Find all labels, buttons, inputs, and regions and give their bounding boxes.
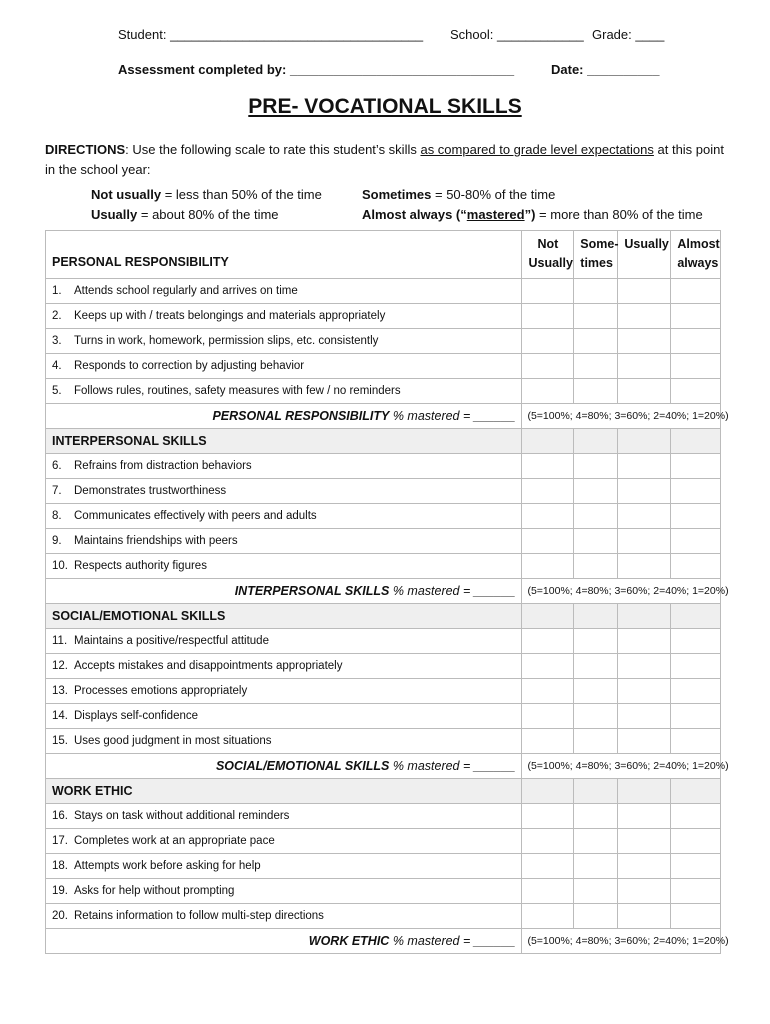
table-row — [46, 804, 721, 829]
rating-usually-cell[interactable] — [618, 879, 671, 904]
rating-almost-always-cell[interactable] — [671, 529, 721, 554]
rating-sometimes-cell[interactable] — [574, 504, 618, 529]
table-row — [46, 554, 721, 579]
section-header-cell — [522, 779, 574, 804]
table-row — [46, 354, 721, 379]
rating-sometimes-cell[interactable] — [574, 904, 618, 929]
skill-number: 10. — [52, 560, 68, 572]
rating-usually-cell[interactable] — [618, 354, 671, 379]
table-row — [46, 479, 721, 504]
percent-mastered-section-name: SOCIAL/EMOTIONAL SKILLS — [215, 759, 390, 773]
rating-almost-always-cell[interactable] — [671, 279, 721, 304]
skill-text: Responds to correction by adjusting behavior — [74, 360, 305, 372]
skill-item — [46, 554, 522, 579]
scale-almost-always-def: = more than 80% of the time — [535, 207, 703, 222]
rating-almost-always-cell[interactable] — [671, 904, 721, 929]
rating-sometimes-cell[interactable] — [574, 554, 618, 579]
percent-mastered-field[interactable] — [46, 404, 522, 429]
table-row — [46, 704, 721, 729]
table-row — [46, 279, 721, 304]
col-header-sometimes-line2: times — [580, 256, 613, 270]
table-row — [46, 879, 721, 904]
section-title: WORK ETHIC — [46, 779, 522, 804]
skill-number: 17. — [52, 835, 68, 847]
skill-item — [46, 454, 522, 479]
rating-sometimes-cell[interactable] — [574, 454, 618, 479]
scale-usually — [91, 205, 322, 225]
directions-lead: DIRECTIONS — [45, 142, 126, 157]
rating-almost-always-cell[interactable] — [671, 354, 721, 379]
rating-not-usually-cell[interactable] — [522, 904, 574, 929]
scale-not-usually-def: = less than 50% of the time — [161, 187, 322, 202]
skill-item — [46, 829, 522, 854]
skill-item — [46, 629, 522, 654]
rating-almost-always-cell[interactable] — [671, 479, 721, 504]
scale-not-usually-term: Not usually — [91, 187, 162, 202]
grade-field[interactable] — [592, 27, 664, 42]
rating-usually-cell[interactable] — [618, 704, 671, 729]
percent-scale-note: (5=100%; 4=80%; 3=60%; 2=40%; 1=20%) — [522, 929, 721, 954]
scale-almost-always-close: ”) — [524, 207, 536, 222]
scale-usually-def: = about 80% of the time — [137, 207, 279, 222]
skill-number: 4. — [52, 360, 62, 372]
scale-sometimes-term: Sometimes — [362, 187, 432, 202]
col-header-not-usually-line1: Not — [537, 237, 559, 251]
rating-not-usually-cell[interactable] — [522, 379, 574, 404]
rating-sometimes-cell[interactable] — [574, 379, 618, 404]
grade-blank[interactable]: ____ — [635, 27, 665, 42]
scale-mastered-word: mastered — [466, 207, 525, 222]
rating-almost-always-cell[interactable] — [671, 304, 721, 329]
rating-almost-always-cell[interactable] — [671, 679, 721, 704]
rating-sometimes-cell[interactable] — [574, 679, 618, 704]
percent-mastered-blank[interactable]: % mastered = ______ — [389, 759, 516, 773]
rating-almost-always-cell[interactable] — [671, 504, 721, 529]
skill-item — [46, 904, 522, 929]
rating-usually-cell[interactable] — [618, 279, 671, 304]
school-blank[interactable]: ____________ — [497, 27, 584, 42]
rating-sometimes-cell[interactable] — [574, 479, 618, 504]
student-blank[interactable]: ___________________________________ — [170, 27, 424, 42]
skill-item — [46, 504, 522, 529]
skill-item — [46, 354, 522, 379]
section-total-row — [46, 754, 721, 779]
skill-item — [46, 879, 522, 904]
rating-sometimes-cell[interactable] — [574, 629, 618, 654]
rating-sometimes-cell[interactable] — [574, 354, 618, 379]
section-title: INTERPERSONAL SKILLS — [46, 429, 522, 454]
skill-text: Asks for help without prompting — [74, 885, 235, 897]
rating-not-usually-cell[interactable] — [522, 329, 574, 354]
grade-label: Grade: — [592, 27, 632, 42]
percent-scale-note: (5=100%; 4=80%; 3=60%; 2=40%; 1=20%) — [522, 754, 721, 779]
skill-text: Maintains friendships with peers — [74, 535, 238, 547]
skill-number: 9. — [52, 535, 62, 547]
rating-almost-always-cell[interactable] — [671, 629, 721, 654]
table-row — [46, 304, 721, 329]
rating-sometimes-cell[interactable] — [574, 829, 618, 854]
skill-item — [46, 704, 522, 729]
student-field[interactable] — [118, 27, 423, 42]
rating-sometimes-cell[interactable] — [574, 729, 618, 754]
rating-sometimes-cell[interactable] — [574, 654, 618, 679]
rating-usually-cell[interactable] — [618, 304, 671, 329]
skill-text: Turns in work, homework, permission slips, etc. consistently — [74, 335, 379, 347]
rating-usually-cell[interactable] — [618, 679, 671, 704]
section-header-cell — [574, 429, 618, 454]
table-row — [46, 904, 721, 929]
skill-number: 7. — [52, 485, 62, 497]
section-header-row — [46, 604, 721, 629]
scale-left — [91, 185, 322, 225]
skill-text: Communicates effectively with peers and adults — [74, 510, 317, 522]
scale-right — [362, 185, 703, 225]
rating-sometimes-cell[interactable] — [574, 804, 618, 829]
skill-text: Demonstrates trustworthiness — [74, 485, 227, 497]
section-header-cell — [618, 779, 671, 804]
skills-table — [45, 230, 729, 954]
col-header-usually-line1: Usually — [624, 237, 669, 251]
rating-almost-always-cell[interactable] — [671, 804, 721, 829]
skill-number: 1. — [52, 285, 62, 297]
skill-number: 8. — [52, 510, 62, 522]
section-total-row — [46, 929, 721, 954]
percent-mastered-section-name: WORK ETHIC — [308, 934, 390, 948]
rating-usually-cell[interactable] — [618, 504, 671, 529]
percent-mastered-blank[interactable]: % mastered = ______ — [389, 584, 516, 598]
rating-not-usually-cell[interactable] — [522, 454, 574, 479]
percent-mastered-section-name: INTERPERSONAL SKILLS — [234, 584, 390, 598]
col-header-sometimes-line1: Some- — [580, 237, 619, 251]
section-header-cell — [522, 604, 574, 629]
skill-text: Completes work at an appropriate pace — [74, 835, 275, 847]
skill-item — [46, 479, 522, 504]
col-header-usually — [618, 231, 671, 279]
section-header-cell — [522, 429, 574, 454]
skill-item — [46, 304, 522, 329]
skill-text: Accepts mistakes and disappointments appropriately — [74, 660, 343, 672]
skill-text: Attempts work before asking for help — [74, 860, 261, 872]
school-label: School: — [450, 27, 494, 42]
student-label: Student: — [118, 27, 167, 42]
scale-usually-term: Usually — [91, 207, 138, 222]
rating-not-usually-cell[interactable] — [522, 279, 574, 304]
section-total-row — [46, 404, 721, 429]
table-row — [46, 504, 721, 529]
rating-not-usually-cell[interactable] — [522, 854, 574, 879]
date-blank[interactable]: __________ — [587, 62, 660, 77]
skill-number: 14. — [52, 710, 68, 722]
skill-number: 18. — [52, 860, 68, 872]
table-row — [46, 454, 721, 479]
rating-not-usually-cell[interactable] — [522, 304, 574, 329]
skill-text: Refrains from distraction behaviors — [74, 460, 252, 472]
skill-item — [46, 529, 522, 554]
skill-number: 3. — [52, 335, 62, 347]
rating-usually-cell[interactable] — [618, 829, 671, 854]
rating-not-usually-cell[interactable] — [522, 504, 574, 529]
percent-scale-note: (5=100%; 4=80%; 3=60%; 2=40%; 1=20%) — [522, 579, 721, 604]
rating-not-usually-cell[interactable] — [522, 654, 574, 679]
percent-mastered-field[interactable] — [46, 929, 522, 954]
rating-sometimes-cell[interactable] — [574, 329, 618, 354]
rating-almost-always-cell[interactable] — [671, 454, 721, 479]
skill-text: Maintains a positive/respectful attitude — [74, 635, 269, 647]
rating-usually-cell[interactable] — [618, 329, 671, 354]
skill-item — [46, 329, 522, 354]
directions-text-after: at this point in the school year: — [45, 142, 724, 177]
col-header-almost-always-line1: Almost — [677, 237, 720, 251]
rating-sometimes-cell[interactable] — [574, 304, 618, 329]
section-title: PERSONAL RESPONSIBILITY — [46, 231, 522, 279]
skill-item — [46, 279, 522, 304]
page-title: PRE- VOCATIONAL SKILLS — [248, 95, 522, 118]
scale-sometimes — [362, 185, 703, 205]
col-header-not-usually — [522, 231, 574, 279]
skill-item — [46, 379, 522, 404]
date-label: Date: — [551, 62, 584, 77]
percent-mastered-blank[interactable]: % mastered = ______ — [389, 409, 516, 423]
rating-usually-cell[interactable] — [618, 729, 671, 754]
skill-item — [46, 804, 522, 829]
skill-text: Retains information to follow multi-step directions — [74, 910, 324, 922]
table-row — [46, 329, 721, 354]
rating-not-usually-cell[interactable] — [522, 879, 574, 904]
rating-almost-always-cell[interactable] — [671, 329, 721, 354]
skill-text: Attends school regularly and arrives on time — [74, 285, 298, 297]
skill-number: 5. — [52, 385, 62, 397]
skill-text: Displays self-confidence — [74, 710, 199, 722]
assessor-field[interactable] — [118, 62, 514, 77]
rating-usually-cell[interactable] — [618, 654, 671, 679]
rating-not-usually-cell[interactable] — [522, 829, 574, 854]
scale-almost-always-term: Almost always (“ — [362, 207, 467, 222]
col-header-not-usually-line2: Usually — [528, 256, 573, 270]
rating-sometimes-cell[interactable] — [574, 854, 618, 879]
rating-almost-always-cell[interactable] — [671, 654, 721, 679]
school-field[interactable] — [450, 27, 584, 42]
rating-not-usually-cell[interactable] — [522, 679, 574, 704]
skill-text: Keeps up with / treats belongings and materials appropriately — [74, 310, 386, 322]
rating-usually-cell[interactable] — [618, 529, 671, 554]
section-header-row — [46, 779, 721, 804]
rating-almost-always-cell[interactable] — [671, 704, 721, 729]
table-row — [46, 379, 721, 404]
table-row — [46, 679, 721, 704]
rating-sometimes-cell[interactable] — [574, 879, 618, 904]
skill-item — [46, 854, 522, 879]
percent-scale-note: (5=100%; 4=80%; 3=60%; 2=40%; 1=20%) — [522, 404, 721, 429]
skill-item — [46, 679, 522, 704]
skill-number: 13. — [52, 685, 68, 697]
percent-mastered-section-name: PERSONAL RESPONSIBILITY — [212, 409, 390, 423]
table-row — [46, 829, 721, 854]
table-row — [46, 854, 721, 879]
scale-almost-always — [362, 205, 703, 225]
rating-sometimes-cell[interactable] — [574, 279, 618, 304]
skill-number: 15. — [52, 735, 68, 747]
section-header-cell — [618, 429, 671, 454]
section-total-row — [46, 579, 721, 604]
skill-number: 20. — [52, 910, 68, 922]
rating-usually-cell[interactable] — [618, 454, 671, 479]
rating-sometimes-cell[interactable] — [574, 529, 618, 554]
section-header-cell — [671, 779, 721, 804]
assessor-blank[interactable]: _______________________________ — [289, 62, 515, 77]
percent-mastered-blank[interactable]: % mastered = ______ — [389, 934, 516, 948]
rating-not-usually-cell[interactable] — [522, 354, 574, 379]
skill-text: Processes emotions appropriately — [74, 685, 248, 697]
section-header-cell — [671, 604, 721, 629]
directions-text-before: : Use the following scale to rate this student’s skills — [125, 142, 421, 157]
skill-item — [46, 654, 522, 679]
section-header-cell — [574, 604, 618, 629]
rating-almost-always-cell[interactable] — [671, 379, 721, 404]
skill-text: Uses good judgment in most situations — [74, 735, 272, 747]
col-header-almost-always-line2: always — [677, 256, 719, 270]
rating-usually-cell[interactable] — [618, 854, 671, 879]
rating-usually-cell[interactable] — [618, 904, 671, 929]
table-row — [46, 529, 721, 554]
date-field[interactable] — [551, 62, 659, 77]
rating-not-usually-cell[interactable] — [522, 804, 574, 829]
rating-almost-always-cell[interactable] — [671, 879, 721, 904]
table-row — [46, 629, 721, 654]
rating-not-usually-cell[interactable] — [522, 554, 574, 579]
table-row — [46, 729, 721, 754]
rating-usually-cell[interactable] — [618, 804, 671, 829]
skill-number: 19. — [52, 885, 68, 897]
skill-number: 6. — [52, 460, 62, 472]
section-header-cell — [618, 604, 671, 629]
rating-usually-cell[interactable] — [618, 554, 671, 579]
rating-almost-always-cell[interactable] — [671, 829, 721, 854]
directions-underlined: as compared to grade level expectations — [420, 142, 654, 157]
rating-not-usually-cell[interactable] — [522, 479, 574, 504]
section-header-row — [46, 231, 721, 279]
rating-not-usually-cell[interactable] — [522, 729, 574, 754]
rating-almost-always-cell[interactable] — [671, 554, 721, 579]
col-header-sometimes — [574, 231, 618, 279]
rating-usually-cell[interactable] — [618, 629, 671, 654]
skill-number: 2. — [52, 310, 62, 322]
table-row — [46, 654, 721, 679]
percent-mastered-field[interactable] — [46, 579, 522, 604]
skill-text: Follows rules, routines, safety measures with few / no reminders — [74, 385, 401, 397]
rating-not-usually-cell[interactable] — [522, 629, 574, 654]
scale-sometimes-def: = 50-80% of the time — [431, 187, 556, 202]
skill-number: 11. — [52, 635, 68, 647]
scale-not-usually — [91, 185, 322, 205]
skill-number: 16. — [52, 810, 68, 822]
percent-mastered-field[interactable] — [46, 754, 522, 779]
directions-text — [45, 140, 735, 180]
rating-not-usually-cell[interactable] — [522, 704, 574, 729]
rating-sometimes-cell[interactable] — [574, 704, 618, 729]
skill-number: 12. — [52, 660, 68, 672]
skill-item — [46, 729, 522, 754]
skill-text: Stays on task without additional reminders — [74, 810, 290, 822]
skill-text: Respects authority figures — [74, 560, 207, 572]
section-header-row — [46, 429, 721, 454]
section-header-cell — [574, 779, 618, 804]
rating-almost-always-cell[interactable] — [671, 854, 721, 879]
section-header-cell — [671, 429, 721, 454]
col-header-almost-always — [671, 231, 721, 279]
rating-usually-cell[interactable] — [618, 479, 671, 504]
section-title: SOCIAL/EMOTIONAL SKILLS — [46, 604, 522, 629]
rating-almost-always-cell[interactable] — [671, 729, 721, 754]
rating-usually-cell[interactable] — [618, 379, 671, 404]
assessor-label: Assessment completed by: — [118, 62, 287, 77]
rating-not-usually-cell[interactable] — [522, 529, 574, 554]
